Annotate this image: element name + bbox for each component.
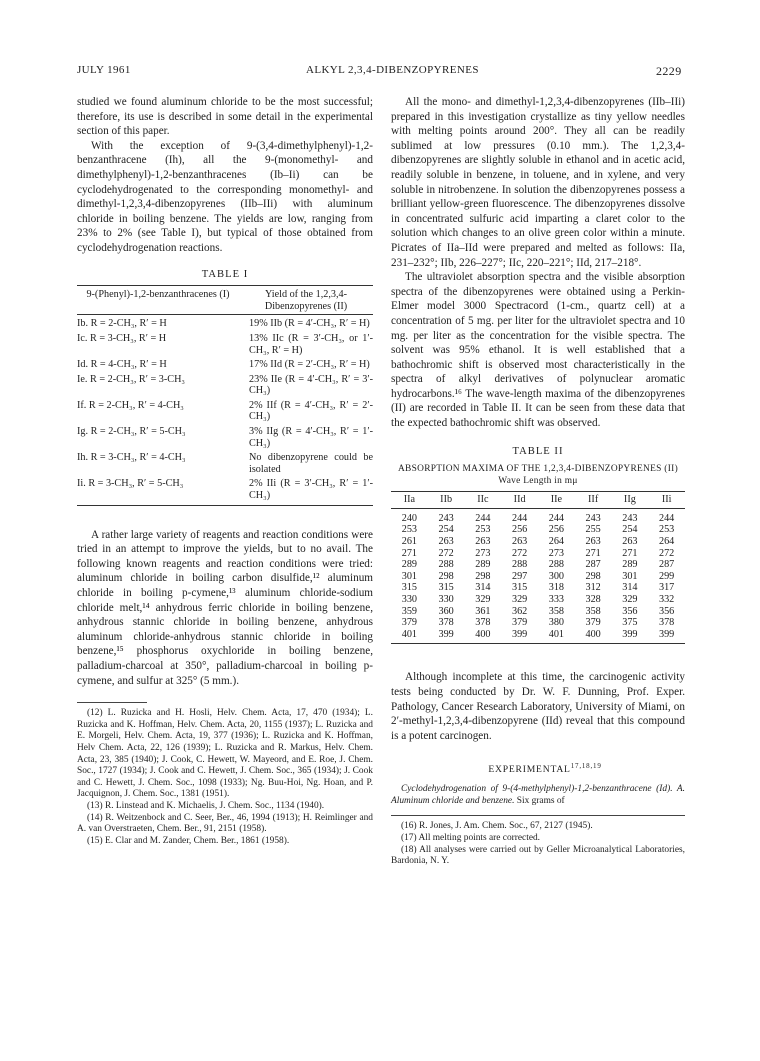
table-1-row [77,452,373,478]
table-2-cell: 315 [401,582,418,594]
table-1-header-row [77,286,373,315]
table-2-row [391,524,685,536]
table-2-cell: 318 [548,582,565,594]
table-1-col2-header: Yield of the 1,2,3,4-Dibenzopyrenes (II) [264,289,348,312]
table-2-cell: 299 [658,570,675,582]
footnote: (18) All analyses were carried out by Geller Microanalytical Laboratories, Bardonia, N. Y. [391,844,685,867]
table-2-cell: 359 [401,605,418,617]
table-2-cell: 256 [548,524,565,536]
table-2-cell: 330 [438,594,454,605]
table-2-row [391,582,685,594]
footnote: (16) R. Jones, J. Am. Chem. Soc., 67, 2127 (1945). [401,821,593,832]
table-2-cell: 253 [658,524,675,536]
left-paragraph-2: With the exception of 9-(3,4-dimethylphenyl)-1,2-benzanthracene (Ih), all the 9-(monomethyl- and dimethylphenyl)-1,2-benzanthracenes (Ib–Ii) can be cyclodehydrogenated to the corresponding monomethyl- and dimethyl-1,2,3,4-dibenzopyrenes (IIb–IIi) with aluminum chloride in boiling benzene. The yields are low, ranging from 23% to 2% (see Table I), but typical of those obtained from cyclodehydrogenation reactions. [77,139,373,254]
table-2-row [391,548,685,560]
experimental-heading-text: EXPERIMENTAL [488,764,571,776]
table-2-cell: 378 [475,617,491,629]
table-2-cell: 379 [511,617,528,629]
experimental-paragraph [391,784,685,807]
table-2-col-header: IIc [477,494,489,506]
page-number: 2229 [656,64,682,78]
table-2-cell: 314 [622,582,638,594]
table-2-cell: 300 [548,570,565,582]
table-2-cell: 264 [548,536,565,548]
table-2-cell: 264 [658,536,675,548]
table-2-cell: 271 [401,547,418,559]
table-2-cell: 378 [658,617,675,629]
table-2-cell: 243 [585,512,601,524]
table-2-cell: 255 [585,524,601,536]
table-1-cell-compound: Ig. R = 2-CH₃, R′ = 5-CH₃ [77,426,186,438]
table-2-cell: 256 [511,524,528,536]
table-2-cell: 243 [438,512,454,524]
table-2-cell: 254 [622,524,638,536]
table-2-cell: 375 [622,617,638,629]
table-2-col-header: IIf [588,494,599,506]
table-2-cell: 253 [401,524,418,536]
table-2-cell: 289 [401,559,418,571]
table-2-cell: 287 [658,559,675,571]
table-1-row [77,359,373,374]
table-2-cell: 315 [511,582,528,594]
right-paragraph-3: Although incomplete at this time, the carcinogenic activity tests being conducted by Dr. W. F. Dunning, Prof. Exper. Pathology, Cancer Research Laboratory, University of Miami, on 2′-methyl-1,2,3,4-dibenzopyrene (IId) reveal that this compound is a potent carcinogen. [391,671,685,742]
table-2-cell: 289 [622,559,638,571]
table-1-cell-yield: No dibenzopyrene could be isolated [249,452,373,475]
table-2-row [391,571,685,583]
footnote: (17) All melting points are corrected. [401,832,541,843]
table-1-col1-header: 9-(Phenyl)-1,2-benzanthracenes (I) [86,289,230,301]
table-2-cell: 263 [438,536,454,548]
table-2-col-header: IIg [623,494,636,506]
table-2-cell: 240 [401,512,418,524]
table-2-cell: 379 [585,617,601,629]
footnote-rule [77,702,147,703]
table-2-cell: 360 [438,605,454,617]
table-2-cell: 289 [475,559,491,571]
table-2-cell: 298 [585,570,601,582]
table-1-row [77,426,373,452]
table-2-cell: 263 [622,536,638,548]
experimental-title: Cyclodehydrogenation of 9-(4-methylphenyl)-1,2-benzanthracene (Id). A. Aluminum chloride and benzene. [391,784,685,806]
right-paragraph-2: The ultraviolet absorption spectra and the visible absorption spectra of the dibenzopyrenes were obtained using a Perkin-Elmer model 3000 Spectracord (1-cm., quartz cell) at a concentration of 5 mg. per liter for the ultraviolet spectra and 10 mg. per liter as the concentration for the visible spectra. The solvent was 95% ethanol. It is well established that a bathochromic shift is observed most characteristically in the spectra of alkyl derivatives of polynuclear aromatic hydrocarbons.¹⁶ The wave-length maxima of the dibenzopyrenes (II) are recorded in Table II. It can be seen from these data that the expected bathochromic shift was observed. [391,271,685,430]
table-2-cell: 287 [585,559,601,571]
table-2-cell: 400 [475,628,491,640]
table-2-cell: 362 [511,605,528,617]
table-2-subtitle: ABSORPTION MAXIMA OF THE 1,2,3,4-DIBENZOPYRENES (II) [397,464,678,475]
table-2-col-header: IIe [550,494,563,506]
footnote: (12) L. Ruzicka and H. Hosli, Helv. Chem. Acta, 17, 470 (1934); L. Ruzicka and K. Hoffman, Helv. Chem. Acta, 20, 1155 (1937); L. Ruzicka and E. Morgeli, Helv. Chem. Acta, 19, 377 (1936); L. Ruzicka and K. Hoffman, Helv Chem. Acta, 22, 126 (1939); L. Ruzicka and R. Markus, Helv. Chem. Acta, 23, 385 (1940); J. Cook, C. Hewett, W. Mayeord, and E. Roe, J. Chem. Soc., 1727 (1934); J. Cook and C. Hewett, J. Chem. Soc., 365 (1934); J. Cook and C. Hewett, J. Chem. Soc., 1098 (1933); Ng. Buu-Hoi, Ng. Hoan, and P. Jacquignon, J. Chem. Soc., 1381 (1951). [77,708,373,800]
table-2-cell: 271 [622,547,638,559]
table-2-cell: 244 [658,512,675,524]
table-2-cell: 399 [622,628,638,640]
table-2-cell: 361 [475,605,491,617]
table-1-cell-compound: Ib. R = 2-CH₃, R′ = H [77,318,167,330]
table-1-cell-yield: 17% IId (R = 2′-CH₃, R′ = H) [249,359,370,371]
table-2-cell: 380 [548,617,565,629]
table-2-cell: 400 [585,628,601,640]
running-header-date: JULY 1961 [77,64,131,76]
table-2-col-header: IIa [403,494,416,506]
table-1-cell-compound: Ih. R = 3-CH₃, R′ = 4-CH₃ [77,452,186,464]
table-2-cell: 379 [401,617,418,629]
table-2-cell: 356 [622,605,638,617]
table-2-cell: 312 [585,582,601,594]
table-2-cell: 298 [475,570,491,582]
table-2-cell: 263 [511,536,528,548]
table-1-row [77,374,373,400]
table-2-cell: 330 [401,594,418,605]
table-2-cell: 243 [622,512,638,524]
running-header-title: ALKYL 2,3,4-DIBENZOPYRENES [306,64,479,76]
right-column [391,95,685,868]
table-1-cell-yield: 19% IIb (R = 4′-CH₃, R′ = H) [249,318,370,330]
table-1-cell-compound: Ii. R = 3-CH₃, R′ = 5-CH₃ [77,478,184,490]
table-2-cell: 271 [585,547,601,559]
table-2-row [391,508,685,524]
table-1-cell-compound: Id. R = 4-CH₃, R′ = H [77,359,167,371]
table-1-cell-compound: Ie. R = 2-CH₃, R′ = 3-CH₃ [77,373,185,385]
table-2-cell: 298 [438,570,454,582]
table-2-row [391,629,685,644]
table-2-cell: 301 [401,570,418,582]
table-2-cell: 261 [401,536,418,548]
table-2-cell: 263 [585,536,601,548]
table-2-cell: 288 [511,559,528,571]
table-1-cell-yield: 3% IIg (R = 4′-CH₃, R′ = 1′-CH₃) [249,426,373,449]
table-1-cell-compound: If. R = 2-CH₃, R′ = 4-CH₃ [77,399,184,411]
table-2-cell: 332 [658,594,675,605]
table-2-cell: 301 [622,570,638,582]
table-2 [391,491,685,644]
left-paragraph-3: A rather large variety of reagents and reaction conditions were tried in an attempt to improve the yields, but to no avail. The following known reagents and reaction conditions were tried: aluminum chloride in boiling carbon disulfide,¹² aluminum chloride in boiling p-cymene,¹³ aluminum chloride-sodium chloride melt,¹⁴ anhydrous ferric chloride in boiling benzene, anhydrous stannic chloride in boiling benzene, anhydrous aluminum chloride-anhydrous stannic chloride in boiling benzene,¹⁵ phosphorus oxychloride in boiling benzene, palladium-charcoal at 350°, palladium-charcoal in boiling p-cymene, and sulfur at 325° (5 mm.). [77,528,373,687]
table-2-cell: 333 [548,594,565,605]
table-2-cell: 315 [438,582,454,594]
table-1-cell-yield: 23% IIe (R = 4′-CH₃, R′ = 3′-CH₃) [249,373,373,397]
table-2-cell: 356 [658,605,675,617]
table-2-row [391,594,685,606]
table-2-cell: 254 [438,524,454,536]
table-2-row [391,617,685,629]
left-footnotes [77,708,373,847]
table-2-cell: 401 [548,628,565,640]
table-1-row [77,400,373,426]
table-2-cell: 273 [548,547,565,559]
table-2-cell: 399 [658,628,675,640]
table-2-cell: 244 [475,512,491,524]
table-2-caption: TABLE II [512,445,564,457]
right-footnotes [391,821,685,867]
table-2-row [391,559,685,571]
table-2-cell: 329 [511,594,528,605]
table-2-cell: 273 [475,547,491,559]
table-1-cell-compound: Ic. R = 3-CH₃, R′ = H [77,332,167,344]
table-2-cell: 329 [622,594,638,605]
table-2-row [391,606,685,618]
table-1-cell-yield: 13% IIc (R = 3′-CH₃, or 1′-CH₃, R′ = H) [249,332,373,356]
table-2-col-header: IIi [661,494,672,506]
table-2-header-row [391,492,685,509]
table-1-row [77,333,373,359]
table-1-row [77,478,373,505]
footnote: (15) E. Clar and M. Zander, Chem. Ber., 1861 (1958). [87,835,290,846]
table-2-cell: 272 [658,547,675,559]
experimental-heading [391,759,685,778]
table-2-cell: 328 [585,594,601,605]
table-2-cell: 253 [475,524,491,536]
table-2-cell: 272 [511,547,528,559]
table-2-cell: 244 [511,512,528,524]
right-footnote-rule [391,815,685,816]
table-2-cell: 329 [475,594,491,605]
table-1-cell-yield: 2% IIf (R = 4′-CH₃, R′ = 2′-CH₃) [249,399,373,423]
table-2-cell: 297 [511,570,528,582]
experimental-text: Six grams of [514,795,565,806]
table-1-caption: TABLE I [201,268,249,280]
table-2-col-header: IId [513,494,526,506]
table-2-cell: 288 [438,559,454,571]
table-1 [77,285,373,506]
table-2-cell: 358 [585,605,601,617]
table-2-cell: 314 [475,582,491,594]
right-paragraph-1: All the mono- and dimethyl-1,2,3,4-dibenzopyrenes (IIb–IIi) prepared in this investigation crystallize as tiny yellow needles with melting points around 200°. They all can be readily sublimed at low pressures (0.10 mm.). The 1,2,3,4-dibenzopyrenes are slightly soluble in ethanol and in acetic acid, readily soluble in benzene, in toluene, and in xylene, and very soluble in nitrobenzene. In solution the dibenzopyrenes possess a brilliant yellow-green fluorescence. The dibenzopyrenes dissolve in concentrated sulfuric acid imparting a claret color to the solution which changes to an olive green color within a minute. Picrates of IIa–IId were prepared and melted as follows: IIa, 231–232°; IIb, 226–227°; IIc, 220–221°; IId, 217–218°. [391,96,685,269]
left-column [77,95,373,847]
table-2-cell: 272 [438,547,454,559]
table-1-row [77,315,373,333]
table-2-cell: 358 [548,605,565,617]
table-2-cell: 317 [658,582,675,594]
table-2-cell: 401 [401,628,418,640]
table-2-cell: 244 [548,512,565,524]
experimental-refs: 17,18,19 [570,762,602,771]
table-1-cell-yield: 2% IIi (R = 3′-CH₃, R′ = 1′-CH₃) [249,478,373,502]
footnote: (13) R. Linstead and K. Michaelis, J. Chem. Soc., 1134 (1940). [87,800,325,811]
table-2-unit: Wave Length in mμ [498,476,578,487]
footnote: (14) R. Weitzenbock and C. Seer, Ber., 46, 1994 (1913); H. Reimlinger and A. van Overstraeten, Chem. Ber., 91, 2151 (1958). [77,812,373,835]
left-paragraph-1: studied we found aluminum chloride to be the most successful; therefore, its use is described in some detail in the experimental section of this paper. [77,96,373,138]
table-2-cell: 399 [438,628,454,640]
table-2-cell: 378 [438,617,454,629]
table-2-cell: 288 [548,559,565,571]
table-2-col-header: IIb [440,494,453,506]
table-2-cell: 399 [511,628,528,640]
table-2-row [391,536,685,548]
table-2-cell: 263 [475,536,491,548]
